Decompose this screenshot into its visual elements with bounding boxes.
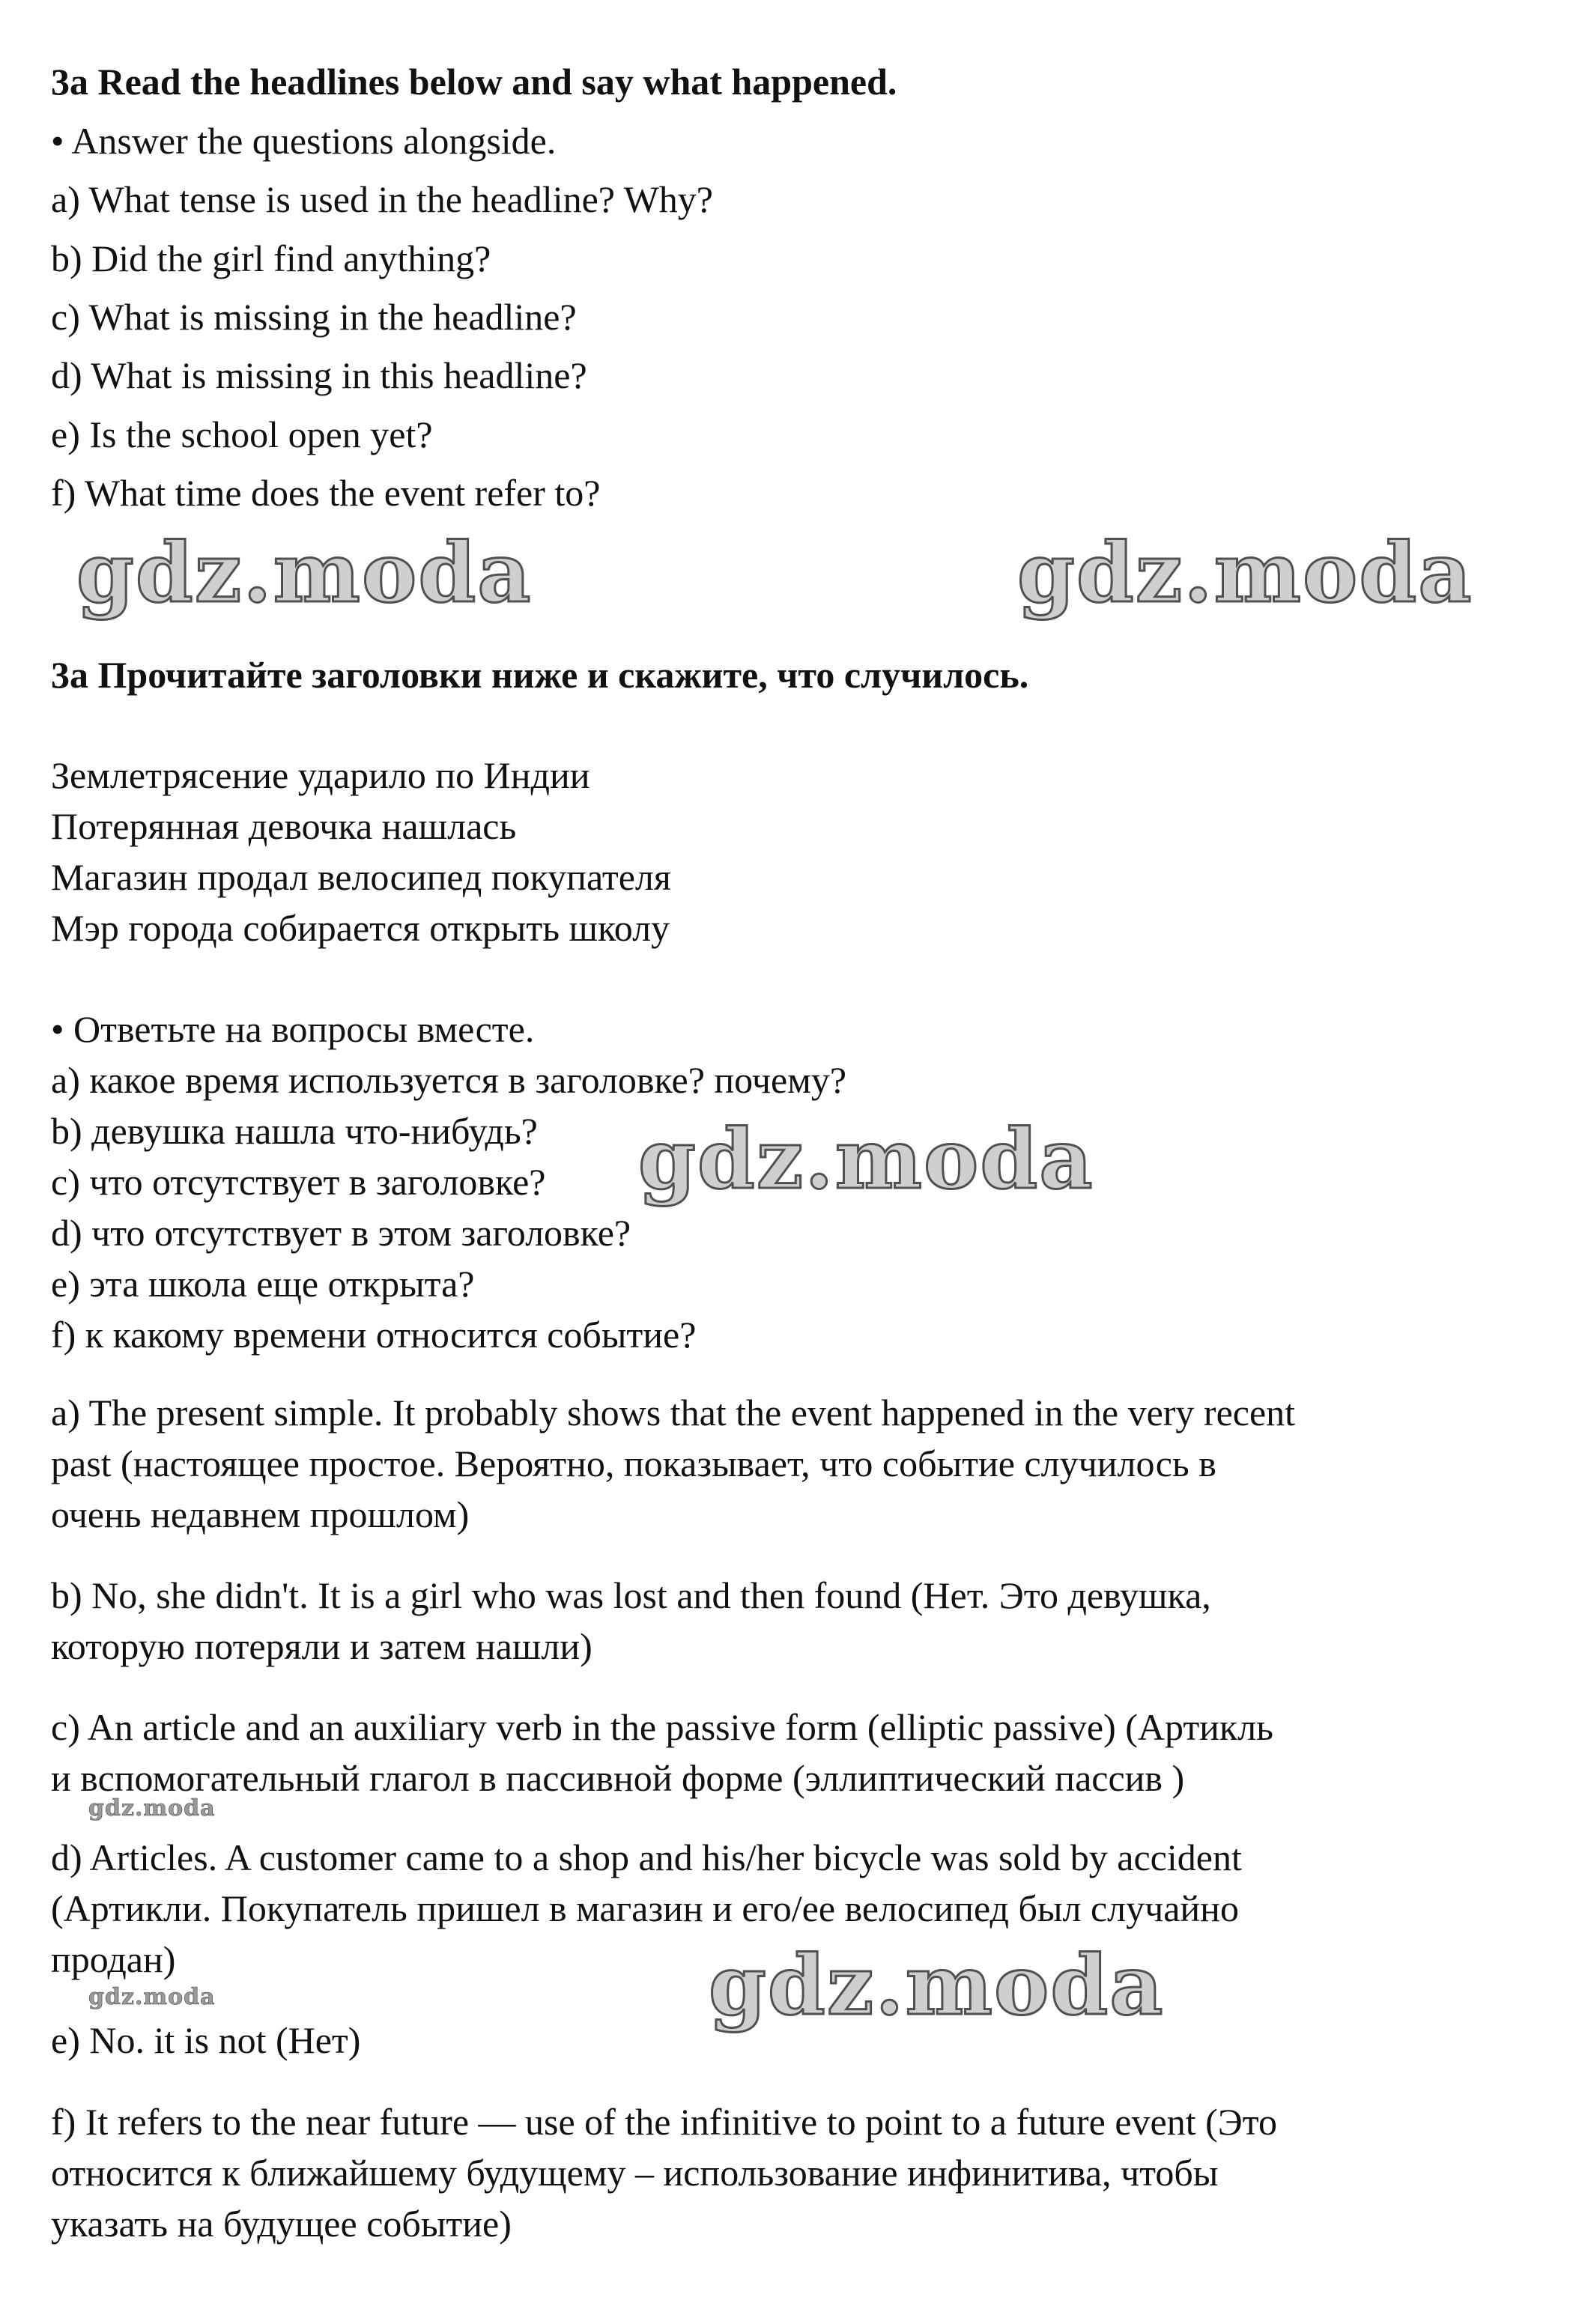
russian-headline-4: Мэр города собирается открыть школу (51, 907, 670, 949)
watermark-small-1: gdz.moda (88, 1795, 216, 1821)
russian-headline-3: Магазин продал велосипед покупателя (51, 856, 671, 898)
answer-e-line-1: e) No. it is not (Нет) (51, 2019, 361, 2061)
answer-f-line-3: указать на будущее событие) (51, 2203, 512, 2245)
english-task-subtitle: • Answer the questions alongside. (51, 120, 557, 162)
answer-a-line-3: очень недавнем прошлом) (51, 1493, 470, 1535)
russian-headline-2: Потерянная девочка нашлась (51, 805, 517, 847)
watermark-top-right: gdz.moda (1017, 524, 1473, 621)
russian-task-title: 3a Прочитайте заголовки ниже и скажите, что случилось. (51, 654, 1029, 696)
russian-question-e: e) эта школа еще открыта? (51, 1263, 475, 1305)
english-question-e: e) Is the school open yet? (51, 413, 433, 455)
russian-question-c: c) что отсутствует в заголовке? (51, 1161, 546, 1203)
russian-question-d: d) что отсутствует в этом заголовке? (51, 1212, 631, 1254)
english-task-title: 3a Read the headlines below and say what happened. (51, 61, 897, 103)
english-question-c: c) What is missing in the headline? (51, 296, 577, 338)
watermark-lower: gdz.moda (709, 1937, 1165, 2033)
russian-task-subtitle: • Ответьте на вопросы вместе. (51, 1008, 535, 1050)
russian-question-a: a) какое время используется в заголовке? почему? (51, 1059, 847, 1101)
watermark-middle: gdz.moda (638, 1111, 1094, 1207)
answer-d-line-1: d) Articles. A customer came to a shop and his/her bicycle was sold by accident (51, 1836, 1242, 1878)
answer-b-line-1: b) No, she didn't. It is a girl who was lost and then found (Нет. Это девушка, (51, 1574, 1211, 1616)
russian-headline-1: Землетрясение ударило по Индии (51, 754, 590, 796)
english-question-d: d) What is missing in this headline? (51, 354, 587, 396)
watermark-top-left: gdz.moda (76, 524, 533, 621)
answer-f-line-1: f) It refers to the near future — use of the infinitive to point to a future event (Это (51, 2101, 1277, 2143)
watermark-small-2: gdz.moda (88, 1984, 216, 2010)
english-question-b: b) Did the girl find anything? (51, 237, 491, 279)
answer-d-line-2: (Артикли. Покупатель пришел в магазин и его/ее велосипед был случайно (51, 1887, 1239, 1929)
answer-a-line-1: a) The present simple. It probably shows that the event happened in the very recent (51, 1392, 1296, 1433)
answer-c-line-1: c) An article and an auxiliary verb in the passive form (elliptic passive) (Артикль (51, 1706, 1273, 1748)
answer-c-line-2: и вспомогательный глагол в пассивной форме (эллиптический пассив ) (51, 1757, 1185, 1799)
russian-question-b: b) девушка нашла что-нибудь? (51, 1110, 538, 1152)
answer-f-line-2: относится к ближайшему будущему – использование инфинитива, чтобы (51, 2152, 1219, 2194)
answer-a-line-2: past (настоящее простое. Вероятно, показывает, что событие случилось в (51, 1442, 1216, 1484)
english-question-f: f) What time does the event refer to? (51, 472, 601, 514)
answer-d-line-3: продан) (51, 1938, 176, 1980)
answer-b-line-2: которую потеряли и затем нашли) (51, 1625, 592, 1667)
russian-question-f: f) к какому времени относится событие? (51, 1314, 697, 1356)
english-question-a: a) What tense is used in the headline? Why? (51, 178, 713, 220)
